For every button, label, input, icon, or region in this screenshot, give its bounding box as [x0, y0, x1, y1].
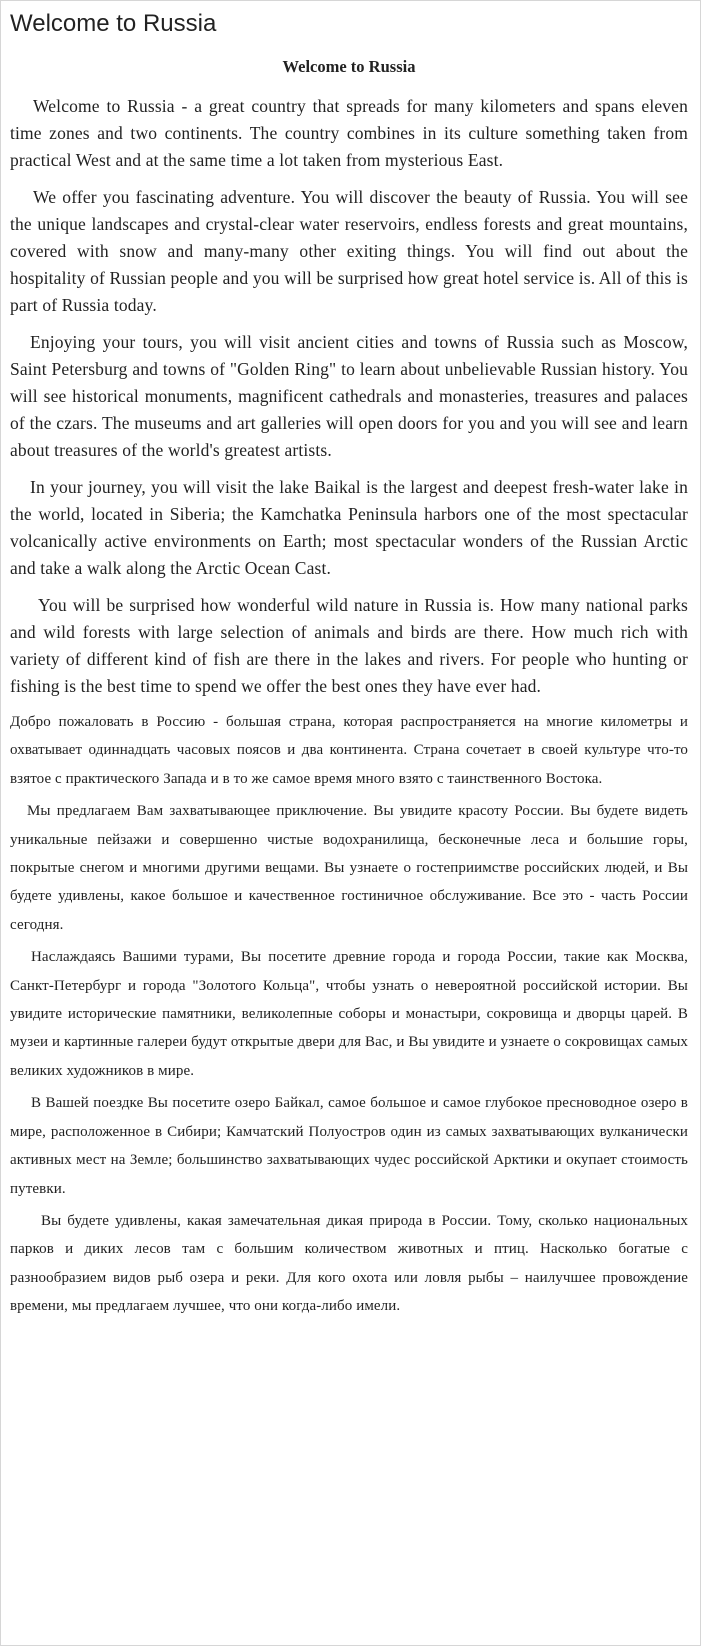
russian-paragraph-1: Добро пожаловать в Россию - большая страна, которая распространяется на многие километры и охватывает одиннадцать часовых поясов и два континента. Страна сочетает в своей культуре что-то взятое с практического Запада и в то же самое время много взято с таинственного Востока.: [10, 714, 688, 787]
page-title: Welcome to Russia: [10, 10, 217, 37]
russian-paragraph-2: Мы предлагаем Вам захватывающее приключение. Вы увидите красоту России. Вы будете видеть уникальные пейзажи и совершенно чистые водохранилища, бесконечные леса и большие горы, покрытые снегом и многими другими вещами. Вы узнаете о гостеприимстве российских людей, и Вы будете удивлены, какое большое и качественное гостиничное обслуживание. Все это - часть России сегодня.: [10, 803, 688, 933]
russian-paragraph-4: В Вашей поездке Вы посетите озеро Байкал, самое большое и самое глубокое пресноводное озеро в мире, расположенное в Сибири; Камчатский Полуостров один из самых захватывающих вулканически активных мест на Земле; большинство захватывающих чудес российской Арктики и окупает стоимость путевки.: [10, 1095, 688, 1197]
english-paragraph-5: You will be surprised how wonderful wild nature in Russia is. How many national parks and wild forests with large selection of animals and birds are there. How much rich with variety of different kind of fish are there in the lakes and rivers. For people who hunting or fishing is the best time to spend we offer the best ones they have ever had.: [10, 595, 688, 696]
english-paragraph-3: Enjoying your tours, you will visit ancient cities and towns of Russia such as Moscow, Saint Petersburg and towns of "Golden Ring" to learn about unbelievable Russian history. You will see historical monuments, magnificent cathedrals and monasteries, treasures and palaces of the czars. The museums and art galleries will open doors for you and you will see and learn about treasures of the world's greatest artists.: [10, 332, 688, 460]
russian-paragraph-3: Наслаждаясь Вашими турами, Вы посетите древние города и города России, такие как Москва, Санкт-Петербург и города "Золотого Кольца", чтобы узнать о невероятной российской истории. Вы увидите исторические памятники, великолепные соборы и монастыри, сокровища и дворцы царей. В музеи и картинные галереи будут открытые двери для Вас, и Вы увидите и узнаете о сокровищах самых великих художников в мире.: [10, 949, 688, 1079]
english-paragraph-4: In your journey, you will visit the lake Baikal is the largest and deepest fresh-water lake in the world, located in Siberia; the Kamchatka Peninsula harbors one of the most spectacular volcanically active environments on Earth; most spectacular wonders of the Russian Arctic and take a walk along the Arctic Ocean Cast.: [10, 477, 688, 578]
page-container: [1, 10, 700, 1321]
article: [10, 57, 688, 1321]
article-title: Welcome to Russia: [282, 57, 416, 76]
russian-paragraph-5: Вы будете удивлены, какая замечательная дикая природа в России. Тому, сколько национальных парков и диких лесов там с большим количеством животных и птиц. Насколько богатые с разнообразием видов рыб озера и реки. Для кого охота или ловля рыбы – наилучшее провождение времени, мы предлагаем лучшее, что они когда-либо имели.: [10, 1212, 688, 1315]
english-paragraph-1: Welcome to Russia - a great country that spreads for many kilometers and spans eleven time zones and two continents. The country combines in its culture something taken from practical West and at the same time a lot taken from mysterious East.: [10, 96, 688, 170]
english-paragraph-2: We offer you fascinating adventure. You will discover the beauty of Russia. You will see the unique landscapes and crystal-clear water reservoirs, endless forests and great mountains, covered with snow and many-many other exiting things. You will find out about the hospitality of Russian people and you will be surprised how great hotel service is. All of this is part of Russia today.: [10, 187, 688, 315]
